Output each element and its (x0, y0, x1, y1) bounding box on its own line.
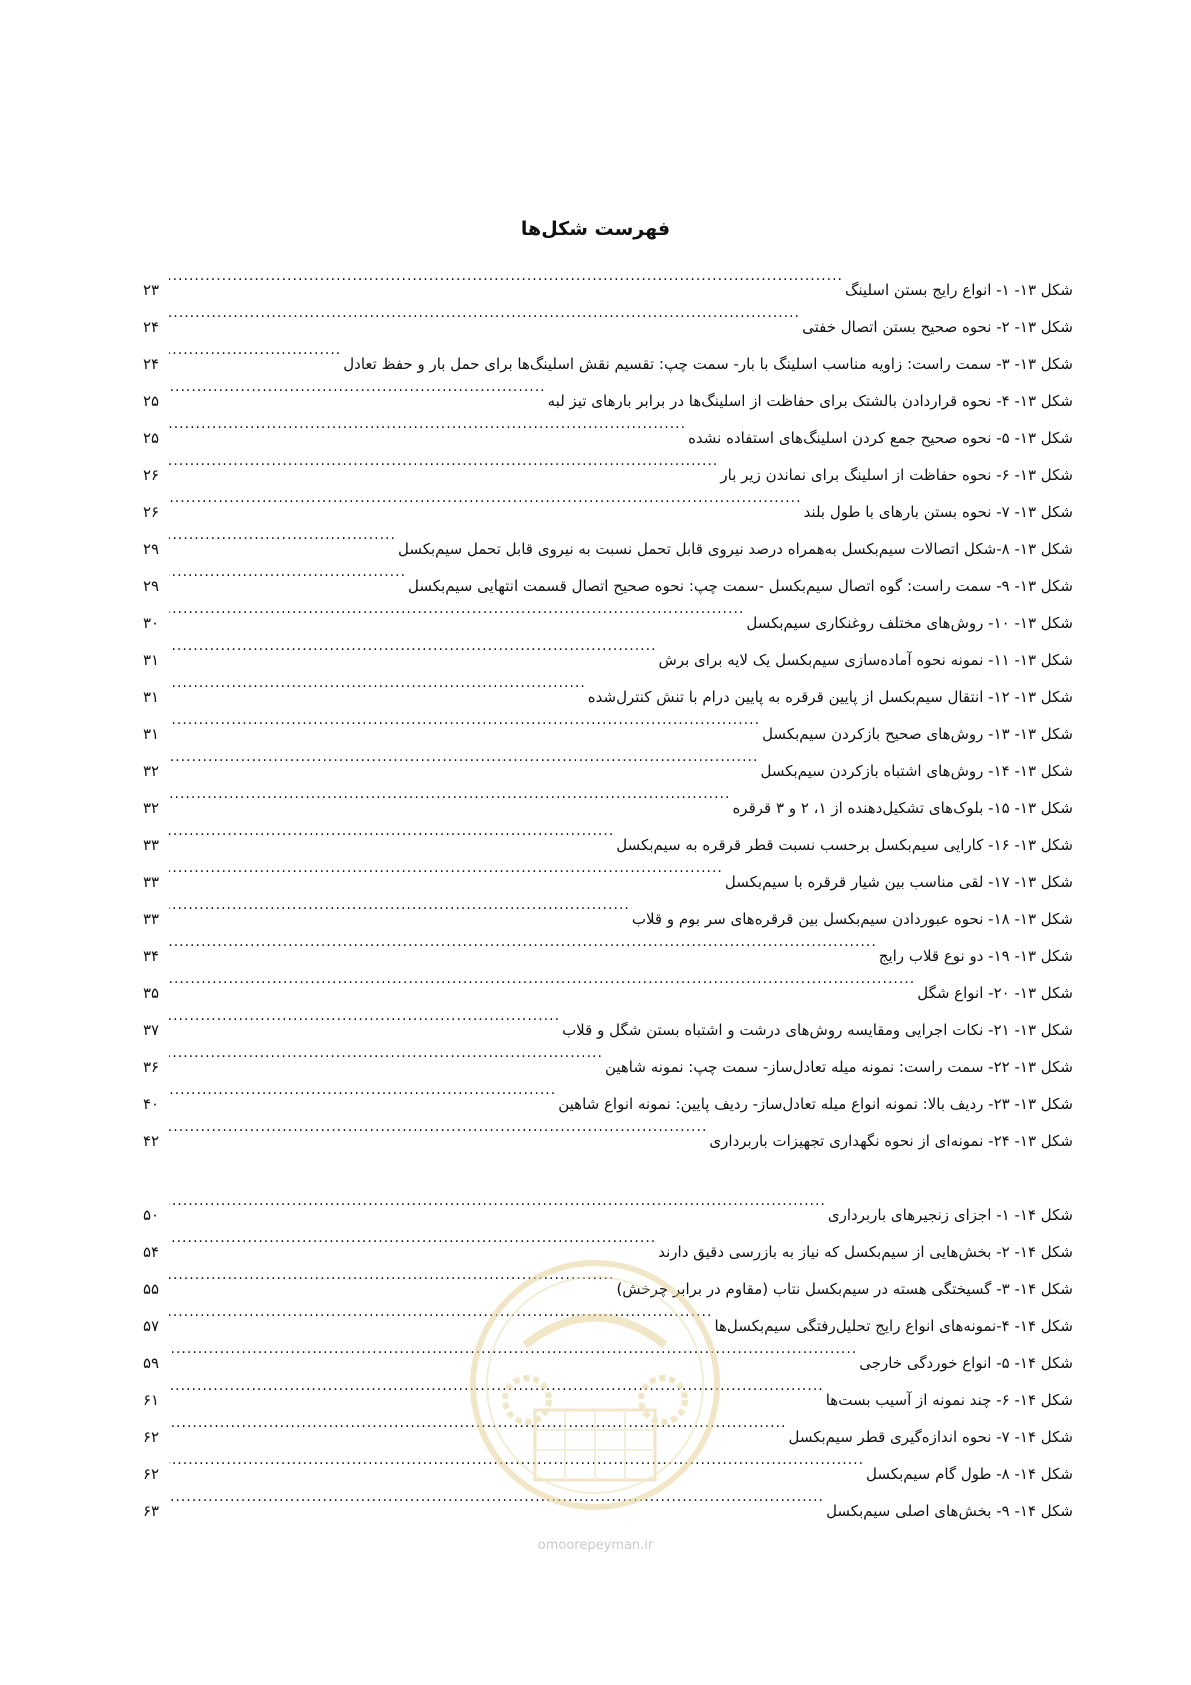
toc-entry-label: شکل ۱۳- ۱۸- نحوه عبوردادن سیم‌بکسل بین قرقره‌های سر بوم و قلاب (631, 910, 1073, 928)
toc-entry-label: شکل ۱۴- ۶- چند نمونه از آسیب بست‌ها (825, 1391, 1073, 1409)
toc-entry[interactable] (143, 258, 1073, 299)
dot-leader (169, 443, 718, 480)
toc-entry-label: شکل ۱۳- ۲۰- انواع شگل (917, 984, 1073, 1002)
toc-entry-page-number: ۲۵ (143, 392, 160, 410)
watermark-seal-icon (465, 1250, 725, 1520)
dot-leader (169, 1035, 603, 1072)
toc-entry-label: شکل ۱۳- ۱۵- بلوک‌های تشکیل‌دهنده از ۱، ۲ و ۳ قرقره (732, 799, 1073, 817)
toc-entry-label: شکل ۱۳- ۶- نحوه حفاظت از اسلینگ برای نماندن زیر بار (720, 466, 1073, 484)
toc-entry-page-number: ۲۵ (143, 429, 160, 447)
toc-entry-page-number: ۳۳ (143, 910, 160, 928)
dot-leader (169, 480, 802, 517)
toc-entry-label: شکل ۱۳- ۸-شکل اتصالات سیم‌بکسل به‌همراه درصد نیروی قابل تحمل نسبت به نیروی قابل تحمل سیم‌بکسل (397, 540, 1073, 558)
dot-leader (169, 628, 657, 665)
toc-entry-label: شکل ۱۳- ۱۹- دو نوع قلاب رایج (878, 947, 1073, 965)
toc-entry-page-number: ۳۶ (143, 1058, 160, 1076)
toc-entry-page-number: ۵۵ (143, 1280, 160, 1298)
toc-entry-page-number: ۳۲ (143, 762, 160, 780)
toc-entry-page-number: ۶۱ (143, 1391, 160, 1409)
toc-entry-page-number: ۶۲ (143, 1465, 160, 1483)
dot-leader (169, 1183, 826, 1220)
figure-list-chapter-13 (143, 258, 1073, 1150)
toc-entry-page-number: ۳۳ (143, 836, 160, 854)
dot-leader (169, 924, 877, 961)
dot-leader (169, 739, 758, 776)
toc-entry-page-number: ۲۴ (143, 318, 160, 336)
toc-entry-page-number: ۲۳ (143, 281, 160, 299)
toc-entry-label: شکل ۱۳- ۹- سمت راست: گوه اتصال سیم‌بکسل -سمت چپ: نحوه صحیح اتصال قسمت انتهایی سیم‌بکسل (408, 577, 1073, 595)
toc-entry-page-number: ۵۷ (143, 1317, 160, 1335)
toc-entry-label: شکل ۱۳- ۳- سمت راست: زاویه مناسب اسلینگ با بار- سمت چپ: تقسیم نقش اسلینگ‌ها برای حمل بار و حفظ تعادل (343, 355, 1073, 373)
dot-leader (169, 1072, 556, 1109)
dot-leader (169, 887, 630, 924)
toc-entry-label: شکل ۱۳- ۵- نحوه صحیح جمع کردن اسلینگ‌های استفاده نشده (688, 429, 1073, 447)
dot-leader (169, 369, 546, 406)
toc-entry-page-number: ۴۲ (143, 1132, 160, 1150)
page-title: فهرست شکل‌ها (520, 218, 671, 240)
toc-entry-label: شکل ۱۳- ۲- نحوه صحیح بستن اتصال خفتی (802, 318, 1073, 336)
dot-leader (169, 776, 730, 813)
toc-entry-label: شکل ۱۳- ۱۶- کارایی سیم‌بکسل برحسب نسبت قطر قرقره به سیم‌بکسل (616, 836, 1073, 854)
toc-entry-label: شکل ۱۳- ۱۳- روش‌های صحیح بازکردن سیم‌بکسل (762, 725, 1073, 743)
toc-entry-page-number: ۳۷ (143, 1021, 160, 1039)
toc-entry-page-number: ۳۰ (143, 614, 160, 632)
toc-entry-label: شکل ۱۴- ۵- انواع خوردگی خارجی (859, 1354, 1073, 1372)
dot-leader (169, 406, 686, 443)
dot-leader (169, 665, 586, 702)
toc-entry-label: شکل ۱۴- ۱- اجزای زنجیرهای باربرداری (827, 1206, 1073, 1224)
dot-leader (169, 961, 915, 998)
toc-entry-label: شکل ۱۳- ۱- انواع رایج بستن اسلینگ (844, 281, 1073, 299)
toc-entry-page-number: ۲۹ (143, 577, 160, 595)
toc-entry-label: شکل ۱۴- ۷- نحوه اندازه‌گیری قطر سیم‌بکسل (788, 1428, 1073, 1446)
toc-entry-label: شکل ۱۳- ۱۴- روش‌های اشتباه بازکردن سیم‌بکسل (760, 762, 1073, 780)
toc-entry-page-number: ۶۲ (143, 1428, 160, 1446)
toc-entry-page-number: ۳۱ (143, 725, 160, 743)
dot-leader (169, 295, 800, 332)
toc-entry-page-number: ۲۶ (143, 503, 160, 521)
dot-leader (169, 850, 723, 887)
toc-entry-page-number: ۲۹ (143, 540, 160, 558)
dot-leader (169, 813, 614, 850)
toc-entry-label: شکل ۱۳- ۲۴- نمونه‌ای از نحوه نگهداری تجهیزات باربرداری (709, 1132, 1073, 1150)
toc-entry-label: شکل ۱۳- ۱۰- روش‌های مختلف روغنکاری سیم‌بکسل (746, 614, 1073, 632)
toc-entry-page-number: ۳۵ (143, 984, 160, 1002)
toc-entry-page-number: ۵۴ (143, 1243, 160, 1261)
toc-entry-label: شکل ۱۳- ۲۱- نکات اجرایی ومقایسه روش‌های درشت و اشتباه بستن شگل و قلاب (562, 1021, 1073, 1039)
dot-leader (169, 998, 560, 1035)
dot-leader (169, 332, 341, 369)
toc-entry-page-number: ۴۰ (143, 1095, 160, 1113)
toc-entry-page-number: ۵۹ (143, 1354, 160, 1372)
toc-entry-label: شکل ۱۳- ۴- نحوه قراردادن بالشتک برای حفاظت از اسلینگ‌ها در برابر بارهای تیز لبه (547, 392, 1073, 410)
dot-leader (169, 517, 396, 554)
toc-entry-label: شکل ۱۳- ۲۲- سمت راست: نمونه میله تعادل‌ساز- سمت چپ: نمونه شاهین (604, 1058, 1073, 1076)
toc-entry-page-number: ۳۲ (143, 799, 160, 817)
toc-entry-label: شکل ۱۴- ۲- بخش‌هایی از سیم‌بکسل که نیاز به بازرسی دقیق دارند (658, 1243, 1073, 1261)
toc-entry-label: شکل ۱۳- ۱۷- لقی مناسب بین شیار قرقره با سیم‌بکسل (724, 873, 1073, 891)
toc-entry-page-number: ۵۰ (143, 1206, 160, 1224)
toc-entry-page-number: ۶۳ (143, 1502, 160, 1520)
toc-entry-label: شکل ۱۳- ۱۱- نمونه نحوه آماده‌سازی سیم‌بکسل یک لایه برای برش (658, 651, 1073, 669)
toc-entry-page-number: ۲۶ (143, 466, 160, 484)
toc-entry-page-number: ۲۴ (143, 355, 160, 373)
toc-entry-label: شکل ۱۴- ۴-نمونه‌های انواع رایج تحلیل‌رفتگی سیم‌بکسل‌ها (714, 1317, 1073, 1335)
dot-leader (169, 1109, 707, 1146)
dot-leader (169, 258, 843, 295)
toc-entry-page-number: ۳۳ (143, 873, 160, 891)
toc-entry[interactable] (143, 1183, 1073, 1224)
toc-entry-page-number: ۳۴ (143, 947, 160, 965)
toc-entry-label: شکل ۱۳- ۱۲- انتقال سیم‌بکسل از پایین قرقره به پایین درام با تنش کنترل‌شده (587, 688, 1073, 706)
toc-entry-label: شکل ۱۴- ۳- گسیختگی هسته در سیم‌بکسل نتاب (مقاوم در برابر چرخش) (616, 1280, 1073, 1298)
toc-entry-page-number: ۳۱ (143, 651, 160, 669)
toc-entry-label: شکل ۱۴- ۸- طول گام سیم‌بکسل (866, 1465, 1073, 1483)
dot-leader (169, 554, 406, 591)
watermark-url: omoorepeyman.ir (537, 1538, 654, 1553)
dot-leader (169, 591, 744, 628)
dot-leader (169, 702, 760, 739)
toc-entry-label: شکل ۱۳- ۲۳- ردیف بالا: نمونه انواع میله تعادل‌ساز- ردیف پایین: نمونه انواع شاهین (558, 1095, 1073, 1113)
toc-entry-label: شکل ۱۴- ۹- بخش‌های اصلی سیم‌بکسل (826, 1502, 1073, 1520)
toc-entry-page-number: ۳۱ (143, 688, 160, 706)
toc-entry-label: شکل ۱۳- ۷- نحوه بستن بارهای با طول بلند (803, 503, 1073, 521)
